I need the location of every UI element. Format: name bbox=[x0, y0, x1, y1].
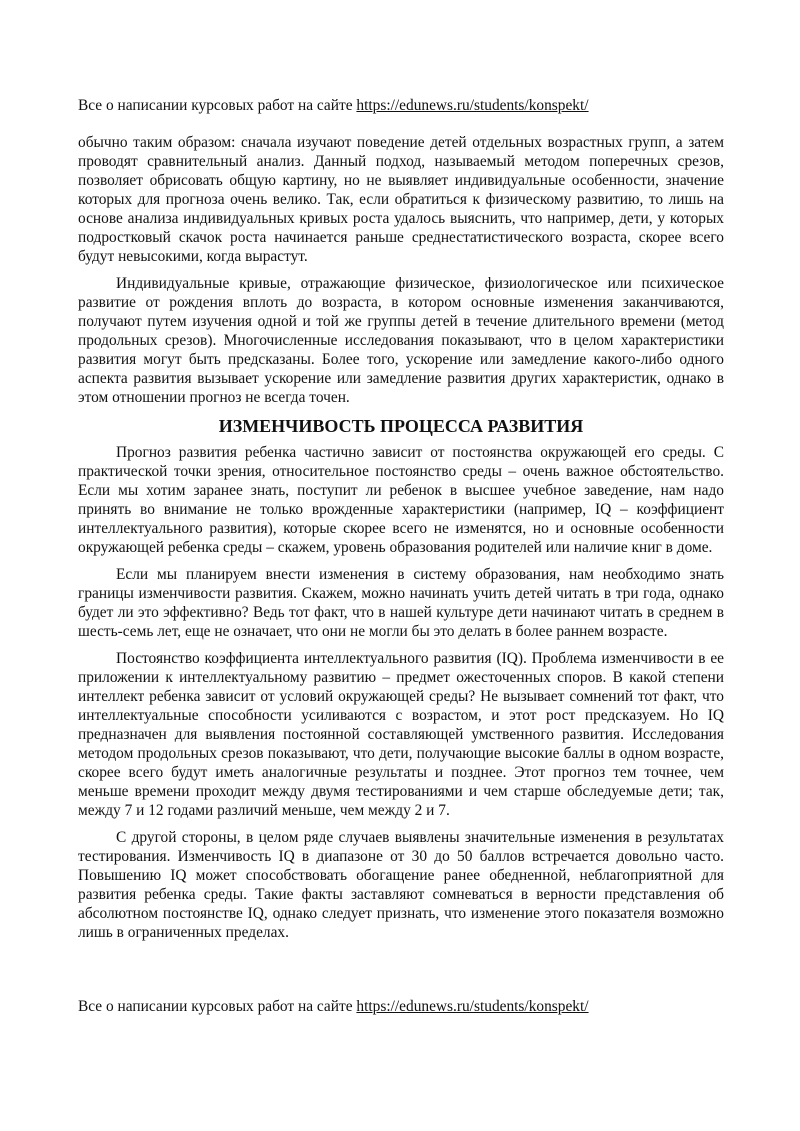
promo-link[interactable]: https://edunews.ru/students/konspekt/ bbox=[356, 998, 589, 1015]
paragraph-3: Прогноз развития ребенка частично зависит от постоянства окружающей его среды. С практической точки зрения, относительное постоянство среды – очень важное обстоятельство. Если мы хотим заранее знать, поступит ли ребенок в высшее учебное заведение, нам надо принять во внимание не только врожденные характеристики (например, IQ – коэффициент интеллектуального развития), которые скорее всего не изменятся, но и основные особенности окружающей ребенка среды – скажем, уровень образования родителей или наличие книг в доме. bbox=[78, 444, 724, 556]
paragraph-1: обычно таким образом: сначала изучают поведение детей отдельных возрастных групп, а затем проводят сравнительный анализ. Данный подход, называемый методом поперечных срезов, позволяет обрисовать общую картину, но не выявляет индивидуальные особенности, значение которых для прогноза очень велико. Так, если обратиться к физическому развитию, то лишь на основе анализа индивидуальных кривых роста удалось выяснить, что например, дети, у которых подростковый скачок роста начинается раньше среднестатистического возраста, скорее всего будут невысокими, когда вырастут. bbox=[78, 134, 724, 265]
paragraph-5: Постоянство коэффициента интеллектуального развития (IQ). Проблема изменчивости в ее приложении к интеллектуальному развитию – предмет ожесточенных споров. В какой степени интеллект ребенка зависит от условий окружающей среды? Не вызывает сомнений тот факт, что интеллектуальные способности усиливаются с возрастом, и этот рост предсказуем. Но IQ предназначен для выявления постоянной составляющей умственного развития. Исследования методом продольных срезов показывают, что дети, получающие высокие баллы в одном возрасте, скорее всего будут иметь аналогичные результаты и позднее. Этот прогноз тем точнее, чем меньше времени проходит между двумя тестированиями и чем старше обследуемые дети; так, между 7 и 12 годами различий меньше, чем между 2 и 7. bbox=[78, 650, 724, 819]
promo-text: Все о написании курсовых работ на сайте bbox=[78, 998, 357, 1015]
promo-link[interactable]: https://edunews.ru/students/konspekt/ bbox=[356, 97, 589, 114]
header-promo-line bbox=[78, 96, 728, 115]
paragraph-2: Индивидуальные кривые, отражающие физическое, физиологическое или психическое развитие от рождения вплоть до возраста, в котором основные изменения заканчиваются, получают путем изучения одной и той же группы детей в течение длительного времени (метод продольных срезов). Многочисленные исследования показывают, что в целом характеристики развития могут быть предсказаны. Более того, ускорение или замедление какого-либо одного аспекта развития вызывает ускорение или замедление развития других характеристик, однако в этом отношении прогноз не всегда точен. bbox=[78, 275, 724, 406]
footer-promo-line bbox=[78, 997, 728, 1016]
document-body bbox=[78, 133, 724, 950]
paragraph-6: С другой стороны, в целом ряде случаев выявлены значительные изменения в результатах тестирования. Изменчивость IQ в диапазоне от 30 до 50 баллов встречается довольно часто. Повышению IQ может способствовать обогащение ранее обедненной, неблагоприятной для развития ребенка среды. Такие факты заставляют сомневаться в верности представления об абсолютном постоянстве IQ, однако следует признать, что изменение этого показателя возможно лишь в ограниченных пределах. bbox=[78, 829, 724, 941]
paragraph-4: Если мы планируем внести изменения в систему образования, нам необходимо знать границы изменчивости развития. Скажем, можно начинать учить детей читать в три года, однако будет ли это эффективно? Ведь тот факт, что в нашей культуре дети начинают читать в среднем в шесть-семь лет, еще не означает, что они не могли бы это делать в более раннем возрасте. bbox=[78, 566, 724, 640]
promo-text: Все о написании курсовых работ на сайте bbox=[78, 97, 357, 114]
section-heading: ИЗМЕНЧИВОСТЬ ПРОЦЕССА РАЗВИТИЯ bbox=[218, 416, 584, 436]
